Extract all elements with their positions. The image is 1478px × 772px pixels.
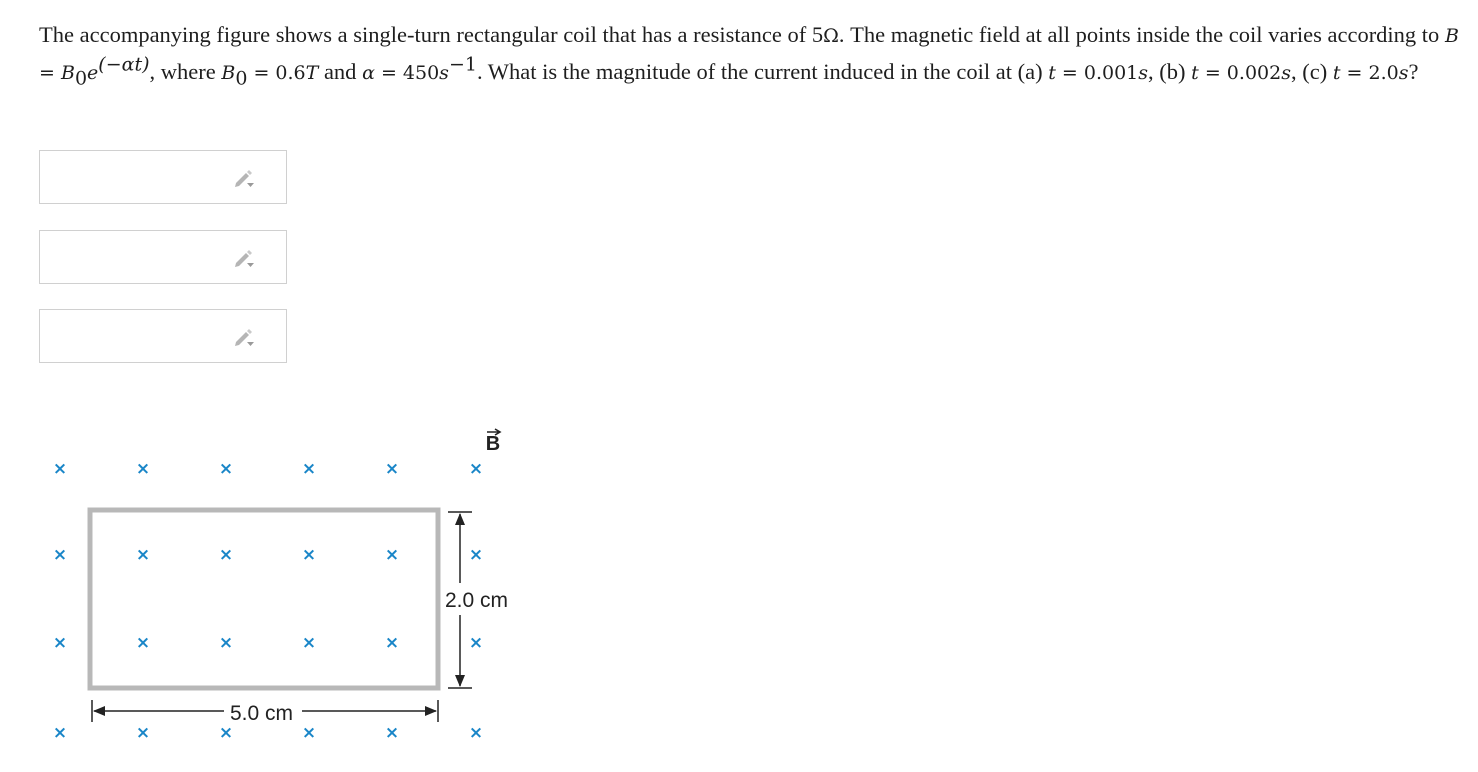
field-into-page-icon: × bbox=[384, 545, 400, 565]
field-into-page-icon: × bbox=[218, 545, 234, 565]
field-into-page-icon: × bbox=[468, 545, 484, 565]
field-into-page-icon: × bbox=[384, 633, 400, 653]
field-into-page-icon: × bbox=[135, 459, 151, 479]
field-into-page-icon: × bbox=[218, 633, 234, 653]
arrow-down-icon bbox=[455, 675, 465, 687]
field-into-page-icon: × bbox=[301, 459, 317, 479]
field-into-page-icon: × bbox=[468, 633, 484, 653]
field-into-page-icon: × bbox=[52, 459, 68, 479]
field-into-page-icon: × bbox=[301, 545, 317, 565]
field-into-page-icon: × bbox=[468, 459, 484, 479]
height-label: 2.0 cm bbox=[445, 589, 509, 612]
field-into-page-icon: × bbox=[301, 723, 317, 743]
question-text: The accompanying figure shows a single-turn rectangular coil that has a resistance of 5Ω. The magnetic field at all points inside the coil varies according to $B = B_0e^{(-\alpha t)}$, where $B_0 = 0.6T$ and $\alpha = 450s^{-1}$. What is the magnitude of the current induced in the coil at (a) t = 0.001s, (b) t = 0.002s, (c) t = 2.0s? bbox=[39, 22, 1459, 90]
field-into-page-icon: × bbox=[218, 459, 234, 479]
field-into-page-icon: × bbox=[301, 633, 317, 653]
rectangular-coil bbox=[90, 510, 438, 688]
field-marks bbox=[53, 459, 483, 743]
field-into-page-icon: × bbox=[52, 545, 68, 565]
field-into-page-icon: × bbox=[52, 633, 68, 653]
arrow-left-icon bbox=[93, 706, 105, 716]
field-into-page-icon: × bbox=[52, 723, 68, 743]
field-into-page-icon: × bbox=[384, 723, 400, 743]
arrow-right-icon bbox=[425, 706, 437, 716]
width-label: 5.0 cm bbox=[230, 702, 294, 725]
field-into-page-icon: × bbox=[384, 459, 400, 479]
field-into-page-icon: × bbox=[468, 723, 484, 743]
field-into-page-icon: × bbox=[135, 545, 151, 565]
field-into-page-icon: × bbox=[135, 633, 151, 653]
field-into-page-icon: × bbox=[135, 723, 151, 743]
field-into-page-icon: × bbox=[218, 723, 234, 743]
field-label: B bbox=[485, 433, 501, 455]
arrow-up-icon bbox=[455, 513, 465, 525]
